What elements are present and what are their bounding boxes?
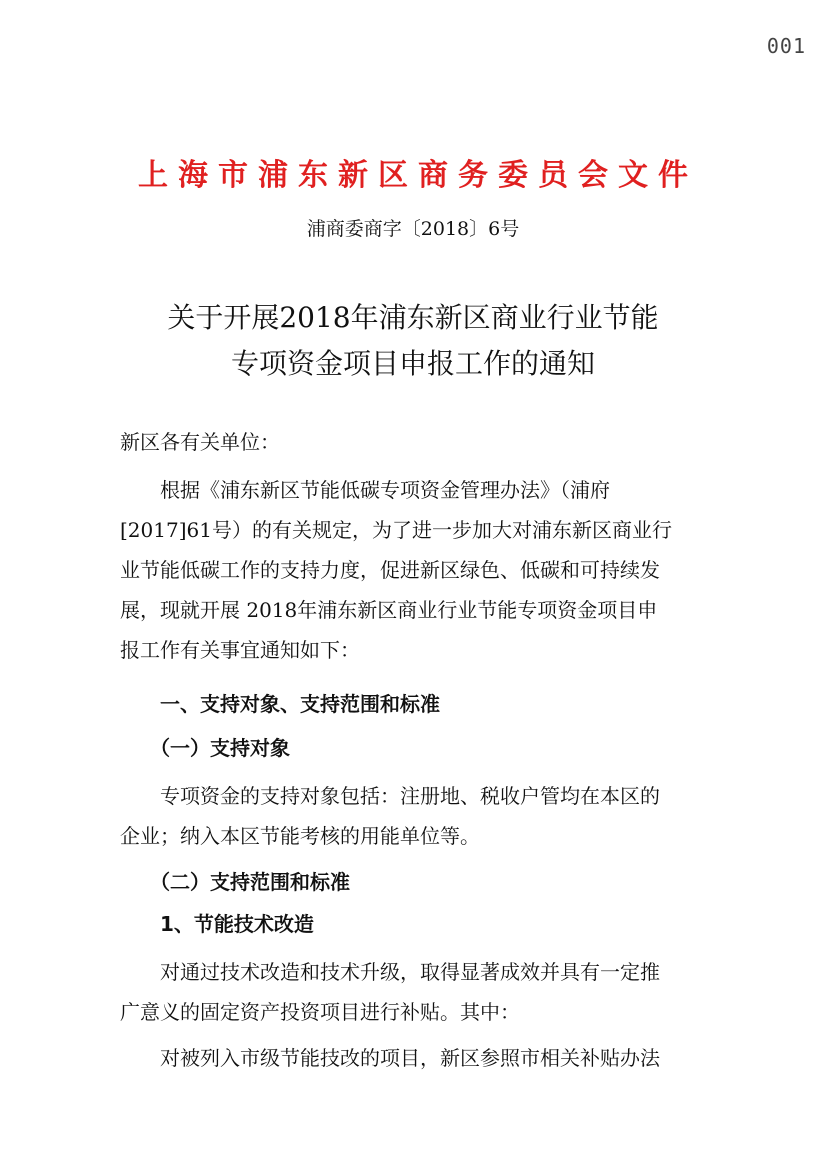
subsection-1-line: 专项资金的支持对象包括：注册地、税收户管均在本区的 <box>120 784 660 808</box>
notice-title-line-1: 关于开展2018年浦东新区商业行业节能 <box>167 301 659 334</box>
notice-title-line-2: 专项资金项目申报工作的通知 <box>230 347 595 380</box>
subsection-heading-2: （二）支持范围和标准 <box>120 870 350 894</box>
intro-line: 根据《浦东新区节能低碳专项资金管理办法》（浦府 <box>120 478 610 502</box>
intro-line: 报工作有关事宜通知如下： <box>120 638 360 662</box>
section-heading-1: 一、支持对象、支持范围和标准 <box>120 692 440 716</box>
item-1-line: 对被列入市级节能技改的项目，新区参照市相关补贴办法 <box>120 1046 660 1070</box>
item-1-line: 广意义的固定资产投资项目进行补贴。其中： <box>120 1000 520 1024</box>
salutation: 新区各有关单位： <box>120 430 280 454</box>
subsection-1-line: 企业；纳入本区节能考核的用能单位等。 <box>120 824 480 848</box>
item-heading-1: 1、节能技术改造 <box>120 912 314 936</box>
intro-line: 业节能低碳工作的支持力度，促进新区绿色、低碳和可持续发 <box>120 558 660 582</box>
subsection-heading-1: （一）支持对象 <box>120 736 290 760</box>
document-number: 浦商委商字〔2018〕6号 <box>306 218 520 240</box>
page-number: 001 <box>766 34 806 58</box>
intro-line: 展，现就开展 2018年浦东新区商业行业节能专项资金项目申 <box>120 598 658 622</box>
item-1-line: 对通过技术改造和技术升级，取得显著成效并具有一定推 <box>120 960 660 984</box>
intro-line: [2017]61号）的有关规定，为了进一步加大对浦东新区商业行 <box>120 518 672 542</box>
document-header-title: 上海市浦东新区商务委员会文件 <box>138 158 698 193</box>
